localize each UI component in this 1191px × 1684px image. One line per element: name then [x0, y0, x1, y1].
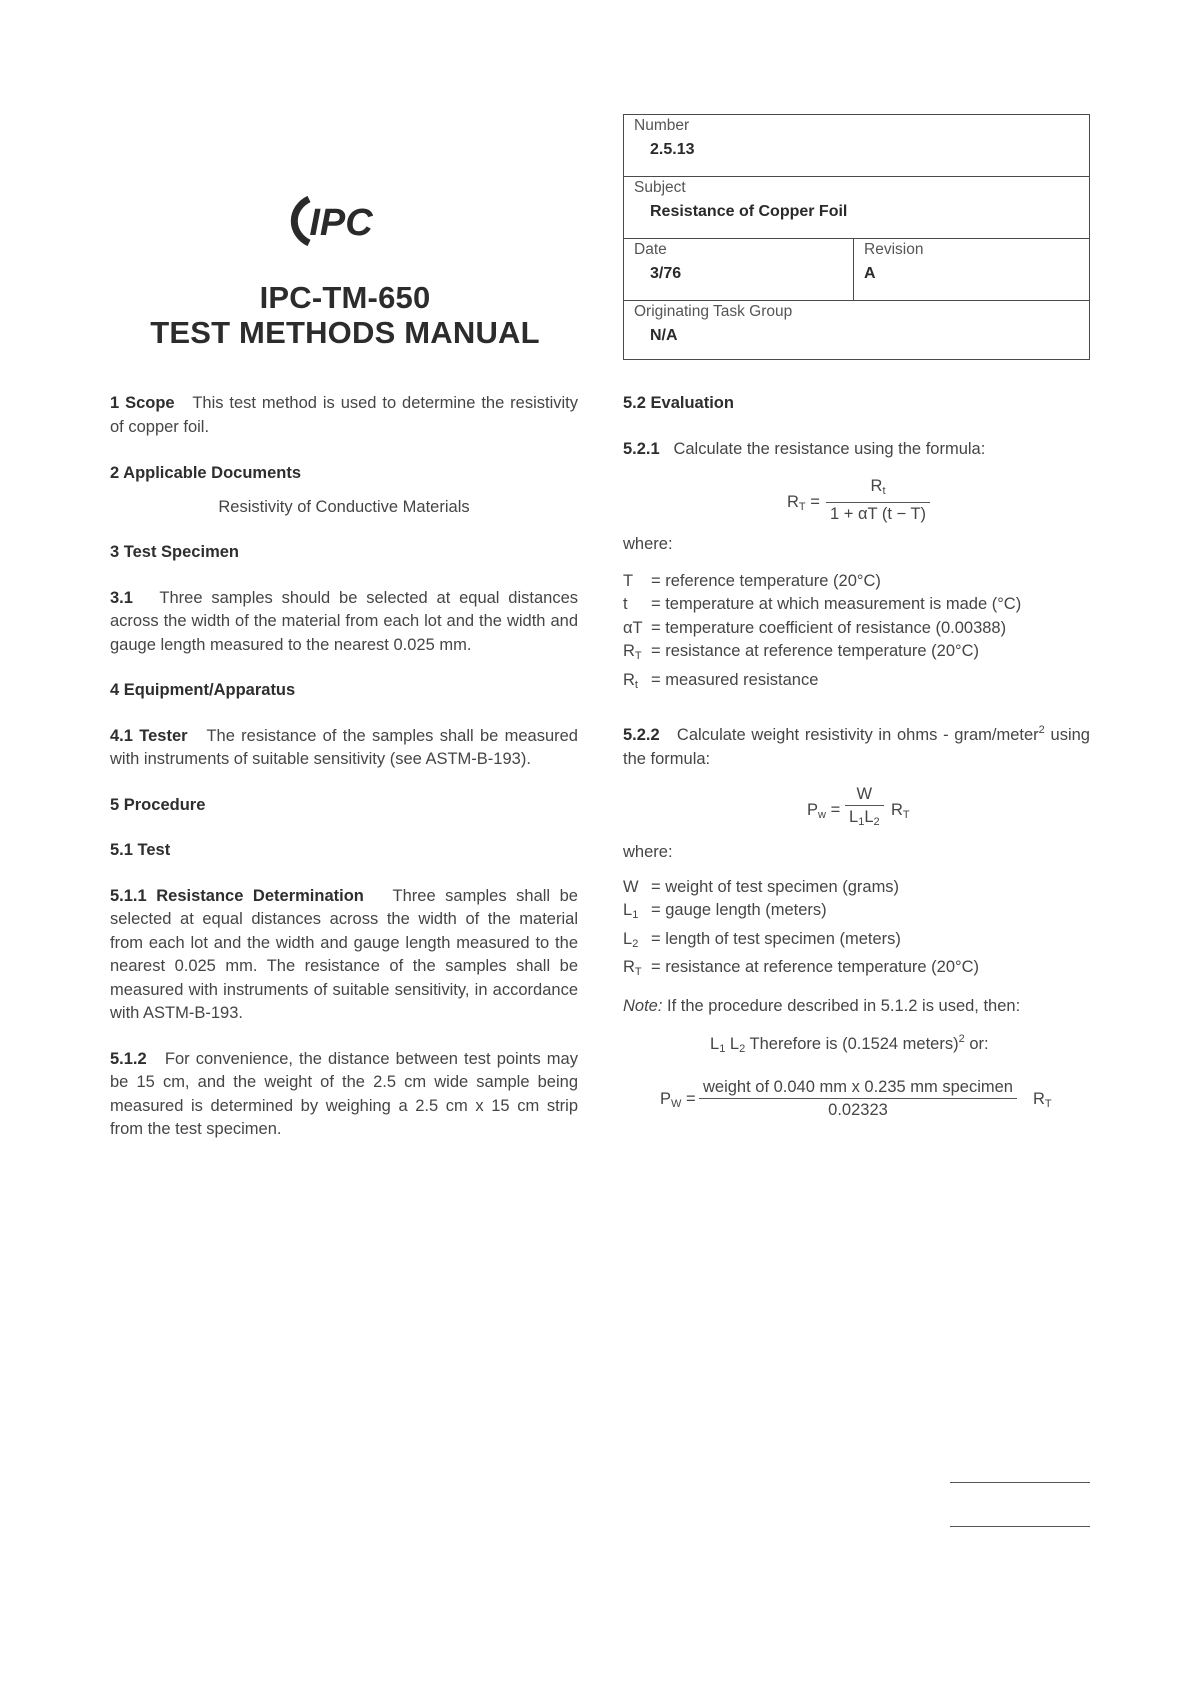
date-value: 3/76 — [650, 265, 682, 282]
note — [623, 995, 1090, 1019]
section-5-1-heading: 5.1 Test — [110, 841, 171, 859]
therefore-line: $L_1$ $L_2$ Therefore is (0.1524 meters)$^2$ or: — [710, 1033, 989, 1055]
section-4-1 — [110, 725, 578, 772]
definition-row — [623, 640, 1090, 669]
definition-symbol: $L_1$ — [623, 901, 639, 921]
definition-text: = weight of test specimen (grams) — [651, 877, 900, 896]
number-row — [624, 115, 1089, 177]
ipc-logo — [283, 193, 393, 249]
where-label-2: where: — [623, 843, 673, 861]
section-5-heading: 5 Procedure — [110, 795, 206, 814]
formula-3-rhs: $R_T$ — [1033, 1089, 1052, 1110]
manual-title-line1: IPC-TM-650 — [259, 280, 431, 315]
section-4-heading: 4 Equipment/Apparatus — [110, 681, 296, 699]
definitions-list-1 — [623, 570, 1090, 698]
section-5-1-1-heading: 5.1.1 Resistance Determination — [110, 886, 364, 905]
formula-2-fraction — [845, 783, 884, 833]
formula-1-fraction — [826, 475, 930, 525]
note-label: Note: — [623, 996, 663, 1015]
right-column — [623, 392, 1090, 1130]
revision-label: Revision — [864, 241, 924, 258]
where-label-1: where: — [623, 535, 673, 553]
definition-row — [623, 617, 1090, 641]
section-5-1-2-number: 5.1.2 — [110, 1049, 147, 1068]
section-1-text: This test method is used to determine the resistivity of copper foil. — [110, 394, 579, 436]
definition-symbol: $R_T$ — [623, 642, 642, 662]
definition-symbol: W — [623, 877, 639, 896]
subject-row — [624, 177, 1089, 239]
note-text: If the procedure described in 5.1.2 is used, then: — [667, 996, 1021, 1015]
section-2-text: Resistivity of Conductive Materials — [218, 497, 470, 516]
manual-title-line2: TEST METHODS MANUAL — [150, 315, 540, 350]
formula-3-denominator: 0.02323 — [828, 1100, 888, 1119]
section-5-1-1-text: Three samples shall be selected at equal distances across the width of the material from each lot and the width and gauge length measured to the nearest 0.025 mm. The resistance of the samples shall be measured with instruments of suitable sensitivity, in accordance with ASTM-B-193. — [110, 886, 578, 1022]
left-column — [110, 392, 578, 1142]
specimen-formula — [623, 1076, 1090, 1130]
task-group-label: Originating Task Group — [634, 303, 793, 320]
definition-text: = length of test specimen (meters) — [651, 929, 901, 948]
definition-symbol: $L_2$ — [623, 929, 639, 950]
manual-title — [135, 280, 555, 350]
formula-1-denominator: 1 + αT (t − T) — [830, 505, 927, 523]
section-3-1 — [110, 587, 578, 658]
section-5-2-2-text-b: using the formula: — [623, 726, 1090, 768]
formula-2-denominator: $L_1L_2$ — [849, 808, 880, 828]
date-revision-row — [624, 239, 1089, 301]
section-3-1-text: Three samples should be selected at equal distances across the width of the material from each lot and the width and gauge length measured to the nearest 0.025 mm. — [110, 588, 578, 654]
definition-row — [623, 570, 1090, 594]
formula-1-lhs: $R_T$ = — [787, 493, 820, 513]
definition-symbol: T — [623, 571, 634, 590]
formula-3-lhs: $P_W$ = — [660, 1089, 696, 1110]
definition-symbol: $R_T$ — [623, 958, 642, 978]
resistance-formula — [623, 475, 1090, 529]
formula-2-numerator: W — [845, 783, 884, 806]
formula-1-numerator: $R_t$ — [826, 475, 930, 503]
definition-row — [623, 956, 1090, 985]
logo-text: IPC — [309, 202, 373, 244]
section-5-2-2: 5.2.2 Calculate weight resistivity in ohms - gram/meter$^2$ using the formula: — [623, 724, 1090, 768]
section-4-1-heading: 4.1 Tester — [110, 726, 188, 745]
definition-row — [623, 876, 1090, 900]
section-5-2-2-text-a: Calculate weight resistivity in ohms - gram/meter — [676, 726, 1039, 744]
definition-symbol: αT — [623, 618, 643, 637]
section-4-1-text: The resistance of the samples shall be measured with instruments of suitable sensitivity (see ASTM-B-193). — [110, 726, 578, 768]
formula-2-rhs: $R_T$ — [891, 801, 910, 821]
definition-symbol: $R_t$ — [623, 670, 638, 691]
section-5-2-2-number: 5.2.2 — [623, 726, 660, 744]
definition-text: = resistance at reference temperature (20°C) — [651, 642, 980, 660]
subject-value: Resistance of Copper Foil — [650, 203, 848, 220]
task-group-value: N/A — [650, 327, 678, 344]
definition-text: = temperature at which measurement is made (°C) — [651, 595, 1022, 613]
formula-3-numerator: weight of 0.040 mm x 0.235 mm specimen — [699, 1076, 1017, 1099]
definition-row — [623, 899, 1090, 928]
formula-2-lhs: $P_w$ = — [807, 801, 841, 821]
section-5-2-1-number: 5.2.1 — [623, 439, 660, 458]
definition-symbol: t — [623, 595, 628, 613]
definition-text: = gauge length (meters) — [651, 901, 827, 919]
subject-label: Subject — [634, 179, 686, 196]
definition-row — [623, 669, 1090, 698]
footer-rule-1 — [950, 1482, 1090, 1483]
footer-rule-2 — [950, 1526, 1090, 1527]
revision-value: A — [864, 265, 876, 282]
section-5-1-2-text: For convenience, the distance between test points may be 15 cm, and the weight of the 2.5 cm wide sample being measured is determined by weighing a 2.5 cm x 15 cm strip from the test specimen. — [110, 1049, 578, 1138]
weight-resistivity-formula — [623, 783, 1090, 837]
definition-text: = measured resistance — [651, 670, 819, 689]
formula-3-fraction — [699, 1076, 1017, 1121]
task-group-row — [624, 301, 1089, 361]
section-5-2-heading: 5.2 Evaluation — [623, 394, 734, 412]
section-5-2-1-text: Calculate the resistance using the formula: — [673, 439, 986, 458]
section-3-heading: 3 Test Specimen — [110, 543, 239, 561]
section-5-1-2 — [110, 1048, 578, 1142]
definition-text: = reference temperature (20°C) — [651, 571, 881, 590]
document-info-table — [623, 114, 1090, 360]
number-value: 2.5.13 — [650, 141, 695, 158]
number-label: Number — [634, 117, 690, 134]
date-cell — [624, 239, 854, 300]
section-1 — [110, 392, 578, 439]
definition-text: = temperature coefficient of resistance (0.00388) — [651, 618, 1007, 637]
definition-row — [623, 593, 1090, 617]
revision-cell — [854, 239, 1089, 300]
definition-row — [623, 928, 1090, 957]
section-2-heading: 2 Applicable Documents — [110, 464, 302, 482]
definitions-list-2 — [623, 876, 1090, 985]
section-5-1-1 — [110, 885, 578, 1026]
definition-text: = resistance at reference temperature (20°C) — [651, 958, 980, 976]
section-5-2-1 — [623, 438, 1090, 462]
section-1-heading: 1 Scope — [110, 394, 175, 412]
section-3-1-number: 3.1 — [110, 588, 133, 607]
date-label: Date — [634, 241, 667, 258]
